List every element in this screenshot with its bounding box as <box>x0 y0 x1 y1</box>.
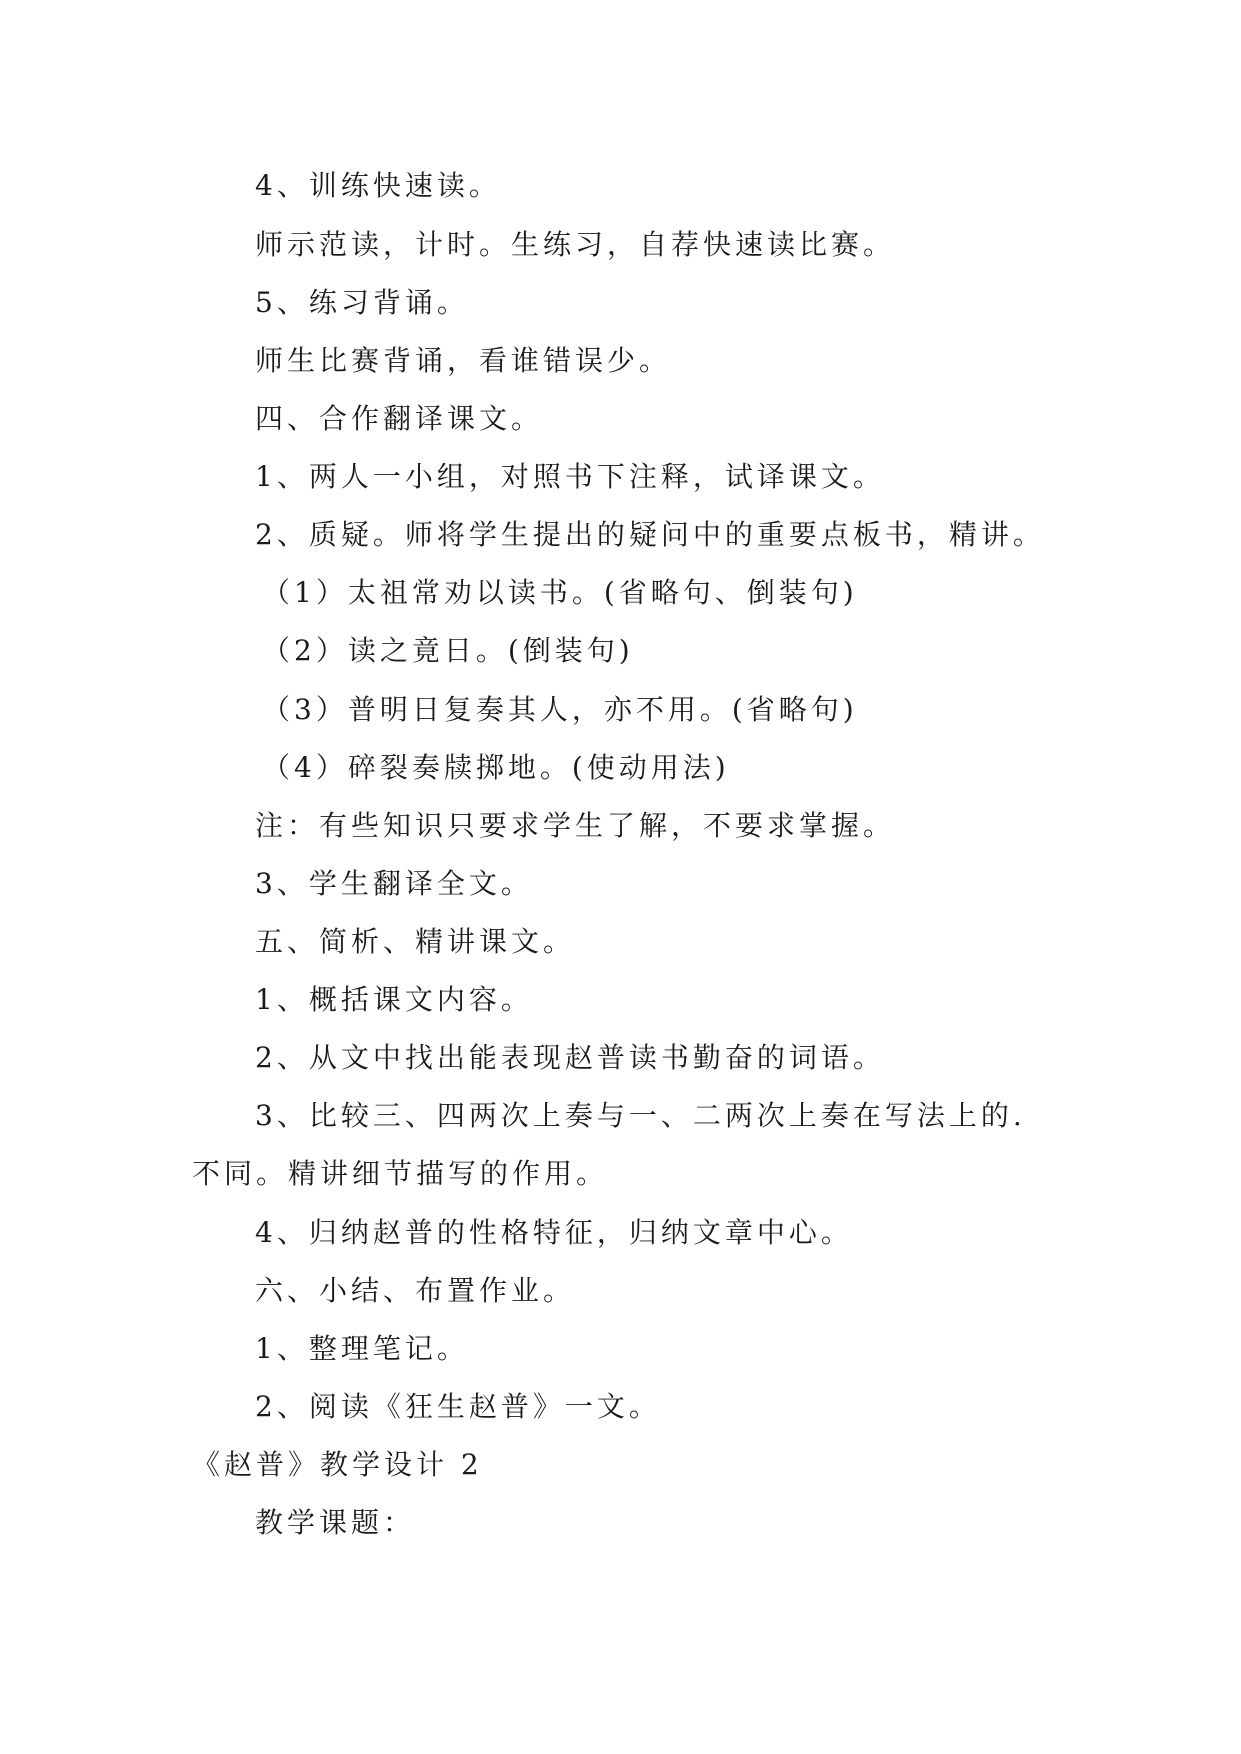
text-line: 1、两人一小组，对照书下注释，试译课文。 <box>255 460 885 493</box>
text-line: 1、概括课文内容。 <box>255 983 533 1016</box>
text-line: 2、从文中找出能表现赵普读书勤奋的词语。 <box>255 1041 885 1074</box>
text-line: 2、质疑。师将学生提出的疑问中的重要点板书，精讲。 <box>255 518 1045 551</box>
section-heading: 五、简析、精讲课文。 <box>255 925 576 958</box>
note-line: 注：有些知识只要求学生了解，不要求掌握。 <box>255 809 896 842</box>
text-line: 1、整理笔记。 <box>255 1332 469 1365</box>
section-heading: 四、合作翻译课文。 <box>255 402 544 435</box>
text-line: 3、比较三、四两次上奏与一、二两次上奏在写法上的. <box>255 1099 1026 1132</box>
text-line: 4、归纳赵普的性格特征，归纳文章中心。 <box>255 1216 853 1249</box>
document-title: 《赵普》教学设计 2 <box>192 1448 483 1481</box>
text-line: 不同。精讲细节描写的作用。 <box>192 1157 609 1190</box>
text-line: （2）读之竟日。(倒装句) <box>262 634 634 667</box>
text-line: 4、训练快速读。 <box>255 169 501 202</box>
text-line: 师生比赛背诵，看谁错误少。 <box>255 344 672 377</box>
text-line: 教学课题： <box>255 1506 416 1539</box>
text-line: （3）普明日复奏其人，亦不用。(省略句) <box>262 693 858 726</box>
text-line: 5、练习背诵。 <box>255 286 469 319</box>
text-line: 3、学生翻译全文。 <box>255 867 533 900</box>
text-line: （4）碎裂奏牍掷地。(使动用法) <box>262 751 730 784</box>
section-heading: 六、小结、布置作业。 <box>255 1274 576 1307</box>
text-line: 师示范读，计时。生练习，自荐快速读比赛。 <box>255 228 896 261</box>
text-line: （1）太祖常劝以读书。(省略句、倒装句) <box>262 576 858 609</box>
text-line: 2、阅读《狂生赵普》一文。 <box>255 1390 661 1423</box>
